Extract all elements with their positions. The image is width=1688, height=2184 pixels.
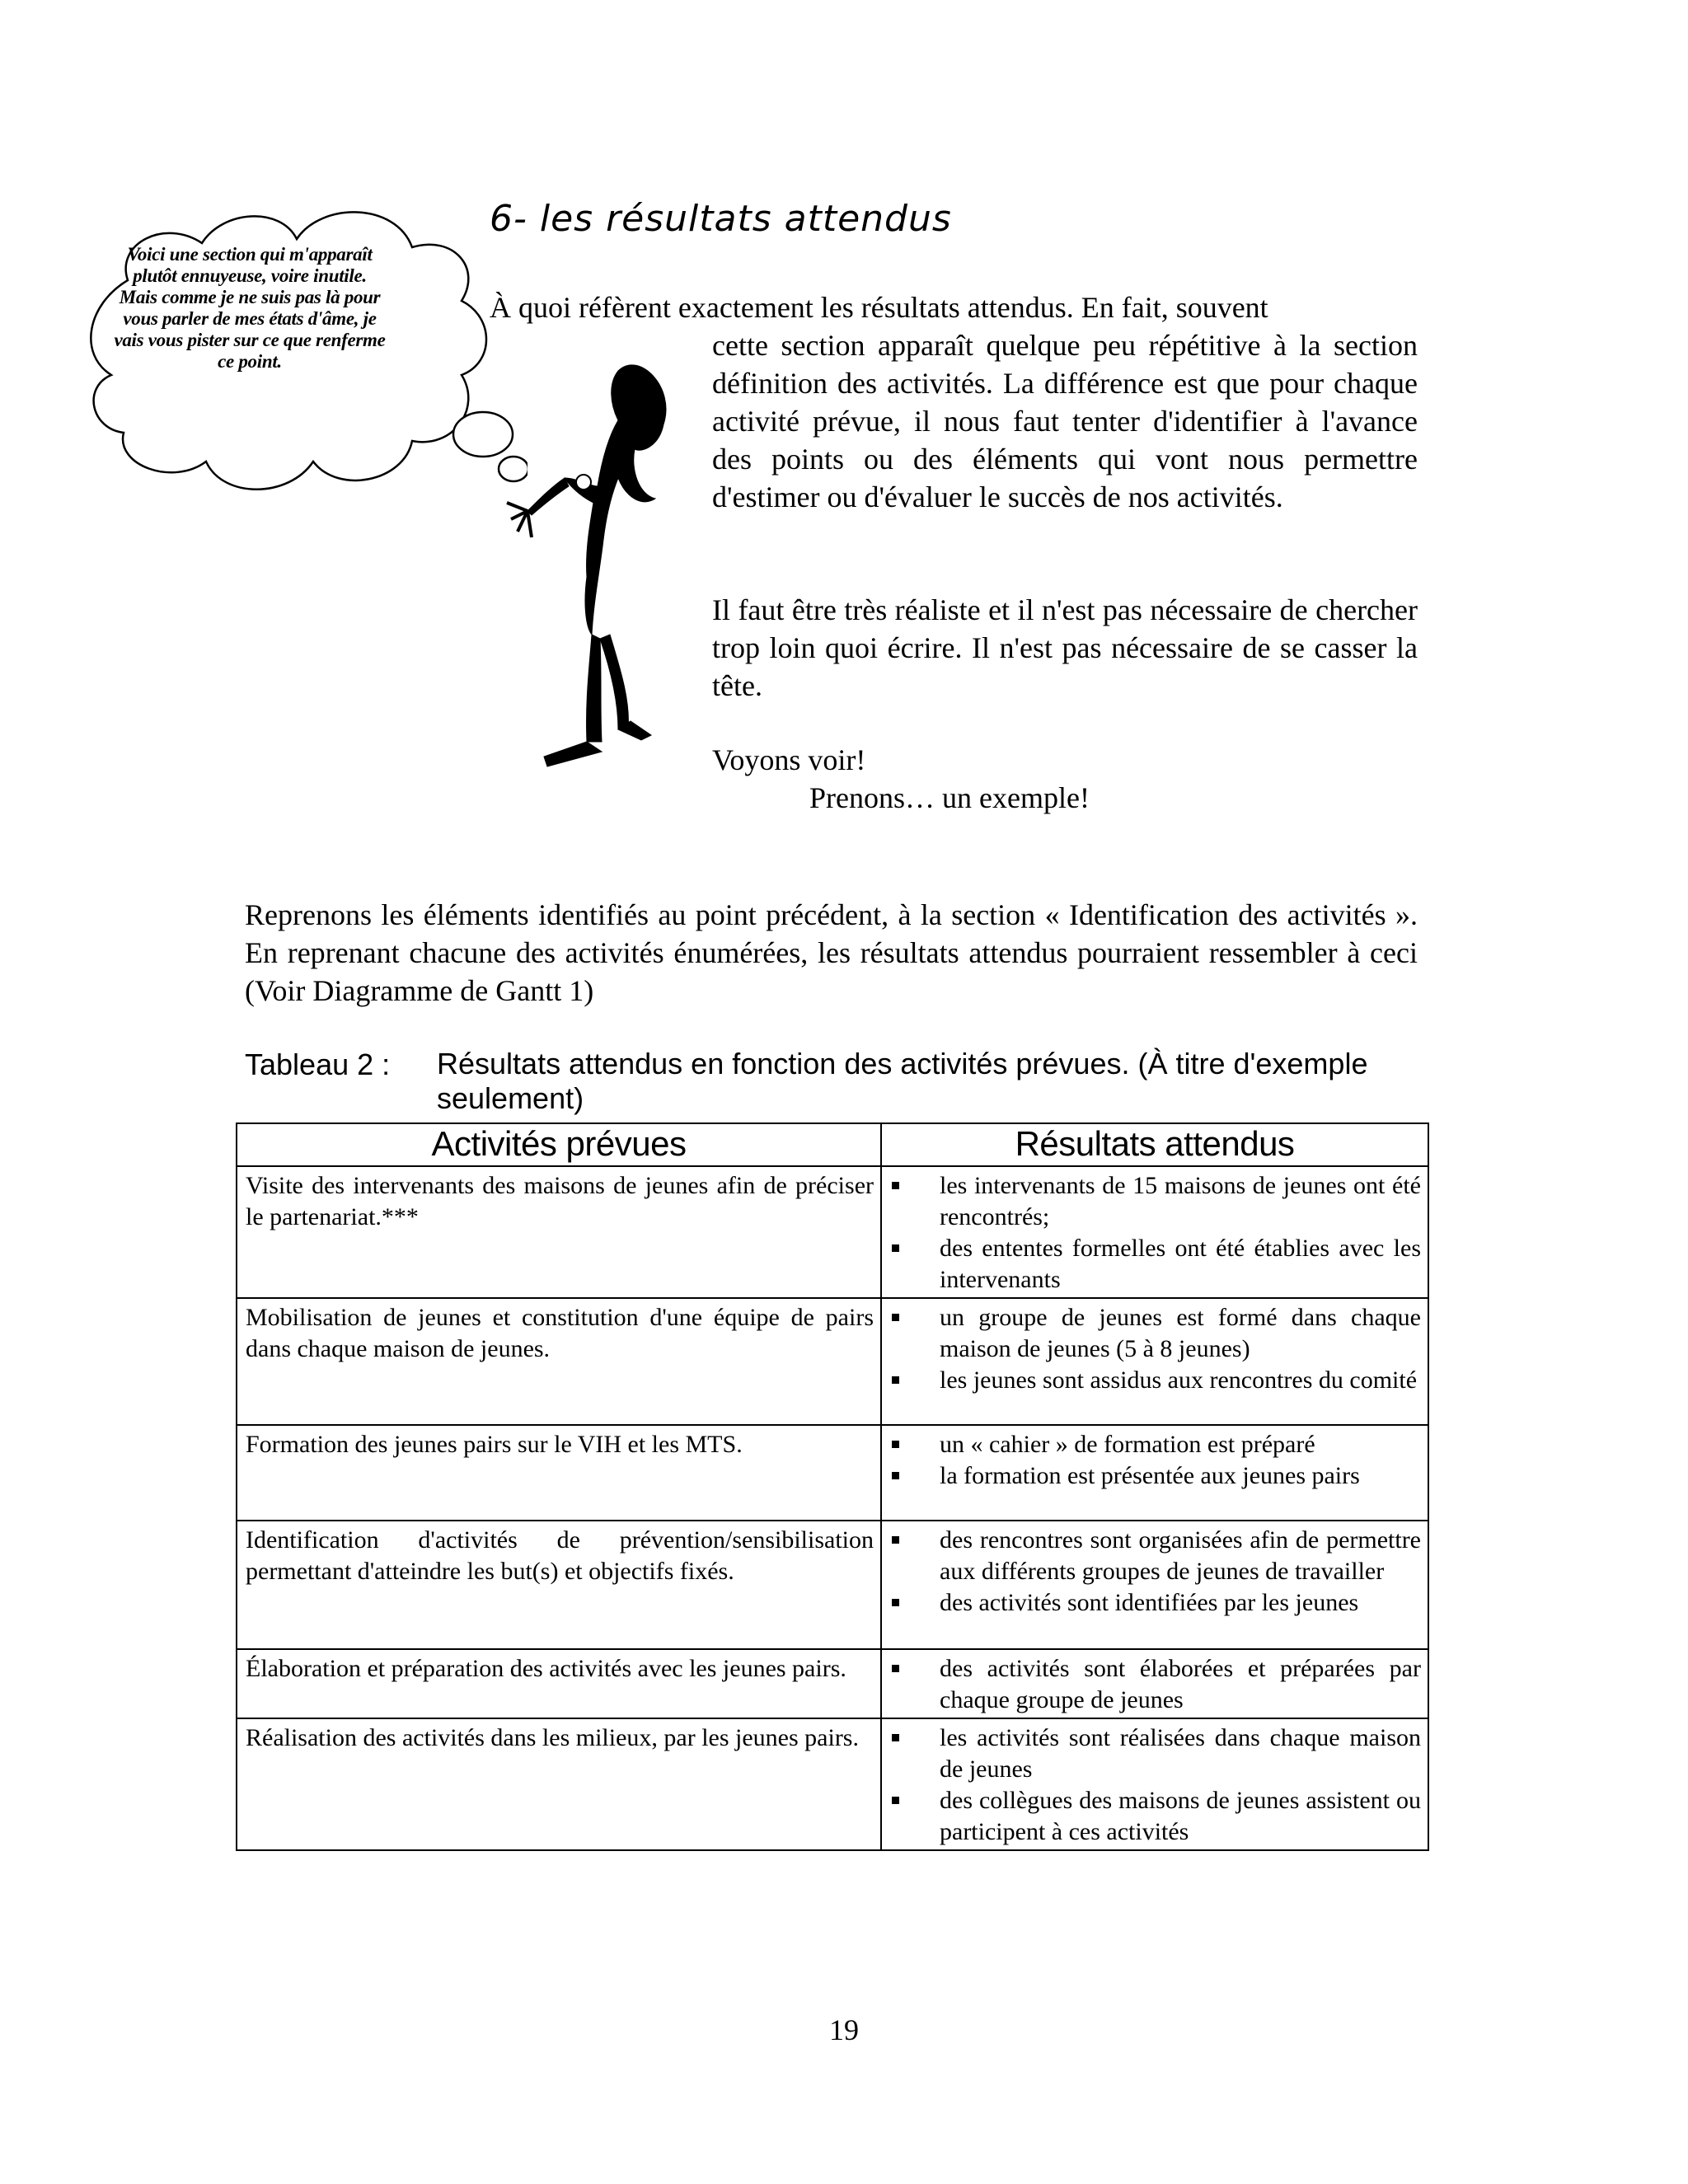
- results-cell: [881, 1718, 1428, 1850]
- table-caption-text: Résultats attendus en fonction des activités prévues. (À titre d'exemple seulement): [437, 1047, 1368, 1115]
- result-item: la formation est présentée aux jeunes pairs: [890, 1460, 1421, 1492]
- table-row: [237, 1298, 1428, 1425]
- table-caption-label: Tableau 2 :: [245, 1047, 391, 1081]
- results-cell: [881, 1649, 1428, 1718]
- page-number: 19: [829, 2013, 859, 2046]
- thinking-stick-figure-icon: [495, 354, 692, 799]
- activity-cell: Réalisation des activités dans les milieux, par les jeunes pairs.: [237, 1718, 881, 1850]
- result-item: les activités sont réalisées dans chaque maison de jeunes: [890, 1722, 1421, 1785]
- result-item: des ententes formelles ont été établies avec les intervenants: [890, 1233, 1421, 1296]
- results-cell: [881, 1166, 1428, 1298]
- result-item: les intervenants de 15 maisons de jeunes ont été rencontrés;: [890, 1170, 1421, 1233]
- activity-cell: Formation des jeunes pairs sur le VIH et les MTS.: [237, 1425, 881, 1521]
- results-table: [236, 1122, 1429, 1851]
- result-item: des rencontres sont organisées afin de permettre aux différents groupes de jeunes de travailler: [890, 1525, 1421, 1587]
- activity-cell: Identification d'activités de prévention/sensibilisation permettant d'atteindre les but(s) et objectifs fixés.: [237, 1521, 881, 1649]
- result-item: les jeunes sont assidus aux rencontres du comité: [890, 1365, 1421, 1396]
- table-row: [237, 1718, 1428, 1850]
- section-title: 6- les résultats attendus: [490, 198, 952, 240]
- reprenons-paragraph: Reprenons les éléments identifiés au point précédent, à la section « Identification des activités ». En reprenant chacune des activités énumérées, les résultats attendus pourraient ressembler à ceci (Voir Diagramme de Gantt 1): [245, 898, 1418, 1007]
- voyons-line: Voyons voir!: [712, 743, 866, 776]
- result-item: un « cahier » de formation est préparé: [890, 1429, 1421, 1460]
- result-item: des collègues des maisons de jeunes assistent ou participent à ces activités: [890, 1785, 1421, 1848]
- table-row: [237, 1425, 1428, 1521]
- result-item: des activités sont élaborées et préparées par chaque groupe de jeunes: [890, 1653, 1421, 1716]
- result-item: un groupe de jeunes est formé dans chaque maison de jeunes (5 à 8 jeunes): [890, 1302, 1421, 1365]
- thought-bubble-text: Voici une section qui m'apparaît plutôt ennuyeuse, voire inutile. Mais comme je ne suis pas là pour vous parler de mes états d'âme, je vais vous pister sur ce que renferme ce point.: [114, 244, 386, 372]
- table-row: [237, 1166, 1428, 1298]
- prenons-line: Prenons… un exemple!: [809, 781, 1090, 814]
- table-row: [237, 1649, 1428, 1718]
- table-row: [237, 1521, 1428, 1649]
- result-item: des activités sont identifiées par les jeunes: [890, 1587, 1421, 1619]
- activity-cell: Mobilisation de jeunes et constitution d'une équipe de pairs dans chaque maison de jeunes.: [237, 1298, 881, 1425]
- results-cell: [881, 1521, 1428, 1649]
- intro-paragraph-first-line: À quoi réfèrent exactement les résultats attendus. En fait, souvent: [490, 291, 1268, 324]
- realist-paragraph: Il faut être très réaliste et il n'est pas nécessaire de chercher trop loin quoi écrire. Il n'est pas nécessaire de se casser la tête.: [712, 593, 1418, 702]
- results-cell: [881, 1425, 1428, 1521]
- activity-cell: Élaboration et préparation des activités avec les jeunes pairs.: [237, 1649, 881, 1718]
- intro-paragraph: cette section apparaît quelque peu répétitive à la section définition des activités. La différence est que pour chaque activité prévue, il nous faut tenter d'identifier à l'avance des points ou des éléments qui vont nous permettre d'estimer ou d'évaluer le succès de nos activités.: [712, 329, 1418, 513]
- header-resultats: Résultats attendus: [881, 1123, 1428, 1166]
- table-header-row: [237, 1123, 1428, 1166]
- results-cell: [881, 1298, 1428, 1425]
- activity-cell: Visite des intervenants des maisons de jeunes afin de préciser le partenariat.***: [237, 1166, 881, 1298]
- header-activites: Activités prévues: [237, 1123, 881, 1166]
